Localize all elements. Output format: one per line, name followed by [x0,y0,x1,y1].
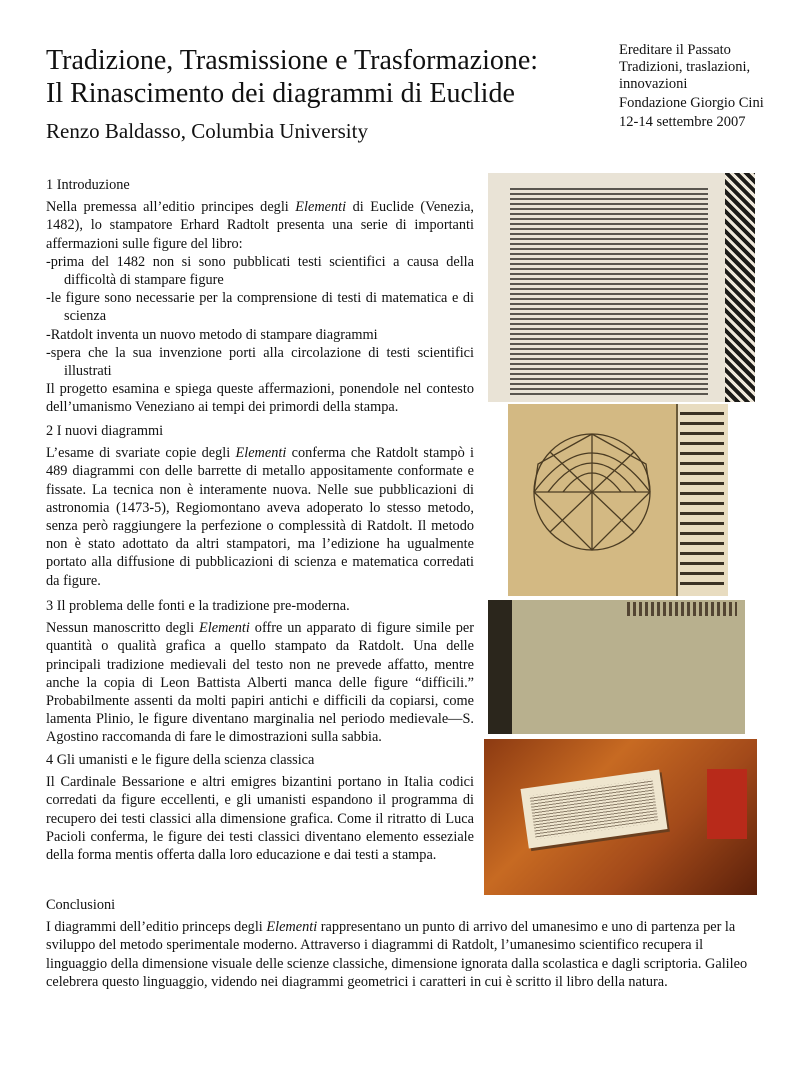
conference-title: Ereditare il Passato [619,42,731,58]
red-book [707,769,747,839]
list-item: -spera che la sua invenzione porti alla circolazione di testi scientifici illustrati [46,344,474,380]
list-item: -le figure sono necessarie per la comprensione di testi di matematica e di scienza [46,290,474,325]
printed-preface-photo [488,173,755,402]
list-item: -prima del 1482 non si sono pubblicati testi scientifici a causa della difficoltà di stampare figure [46,253,474,289]
pacioli-portrait-detail [484,739,757,895]
printed-text-block [510,185,708,395]
section-introduzione [46,176,474,417]
decorative-border [725,173,755,402]
author-line: Renzo Baldasso, Columbia University [46,119,368,143]
manuscript-photo [488,600,745,734]
section-paragraph: I diagrammi dell’editio princeps degli Elementi rappresentano un punto di arrivo del umanesimo e uno di partenza per la sviluppo del metodo sperimentale moderno. Attraverso i diagrammi di Ratdolt, l’umanesimo scientifico recupera il linguaggio della dimensione visuale delle scienze classiche, dimensione ignorata dalla scolastica e dagli scriptoria. Galileo celebrera questo linguaggio, videndo nei diagrammi geometrici i caratteri in cui è scritto il libro della natura. [46,919,748,990]
title-line-1: Tradizione, Trasmissione e Trasformazione: [46,45,539,76]
section-paragraph: Il Cardinale Bessarione e altri emigres bizantini portano in Italia codici corredati da figure eccellenti, e gli umanisti espandono il programma di recupero dei testi classici alla dimensione grafica. Come il ritratto di Luca Pacioli conferma, le figure dei testi classici diventano elemento esseziale della forma mentis offerta dalla loro educazione e dai testi a stampa. [46,774,474,864]
section-conclusioni [46,896,754,991]
section-fonti [46,597,474,747]
section-heading: 3 Il problema delle fonti e la tradizione pre-moderna. [46,598,350,614]
diagram-page-photo [508,404,728,596]
handwritten-line [627,602,737,616]
conference-subtitle: Tradizioni, traslazioni, innovazioni [619,59,751,92]
list-item: -Ratdolt inventa un nuovo metodo di stampare diagrammi [46,326,378,343]
conference-info [619,42,789,131]
section-heading: 1 Introduzione [46,177,130,193]
claims-list [46,253,474,380]
conference-dates: 12-14 settembre 2007 [619,114,746,130]
section-heading: 4 Gli umanisti e le figure della scienza classica [46,752,315,768]
open-book [521,770,668,849]
section-paragraph: Nessun manoscritto degli Elementi offre un apparato di figure simile per quantità o qualità grafica a quello stampato da Ratdolt. Una delle principali tradizione medievali del testo non ne prevede affatto, mentre anche la copia di Leon Battista Alberti manca delle figure “difficili.” Probabilmente assenti da molti papiri antichi e difficili da copiarsi, come lamenta Plinio, le figure diventano marginalia nel periodo medievale—S. Agostino raccomanda di fare le dimostrazioni sulla sabbia. [46,620,474,746]
section-nuovi-diagrammi [46,422,474,590]
text-margin-strip [676,404,728,596]
conference-venue: Fondazione Giorgio Cini [619,95,764,111]
section-heading: 2 I nuovi diagrammi [46,423,164,439]
section-heading: Conclusioni [46,897,116,913]
section-paragraph: L’esame di svariate copie degli Elementi conferma che Ratdolt stampò i 489 diagrammi con delle barrette di metallo appositamente conformate e fissate. La tecnica non è interamente nuova. Nelle sue pubblicazioni di astronomia (1473-5), Regiomontano aveva adoperato lo stesso metodo, senza però raggiungere la perfezione o complessità di Ratdolt. Il metodo non è stato adottato da altri stampatori, ma l’edizione ha ugualmente portato alla diffusione di pubblicazioni di scienza e matematica corredati da figure. [46,445,474,589]
book-edge [488,600,512,734]
title-line-2: Il Rinascimento dei diagrammi di Euclide [46,78,515,109]
geometric-diagram [508,404,676,596]
section-paragraph: Nella premessa all’editio principes degli Elementi di Euclide (Venezia, 1482), lo stampatore Erhard Radtolt presenta una serie di importanti affermazioni sulle figure del libro: [46,199,474,252]
section-umanisti [46,751,474,864]
section-paragraph: Il progetto esamina e spiega queste affermazioni, ponendole nel contesto dell’umanismo Veneziano ai tempi dei primordi della stampa. [46,381,474,416]
poster-title [46,44,538,110]
